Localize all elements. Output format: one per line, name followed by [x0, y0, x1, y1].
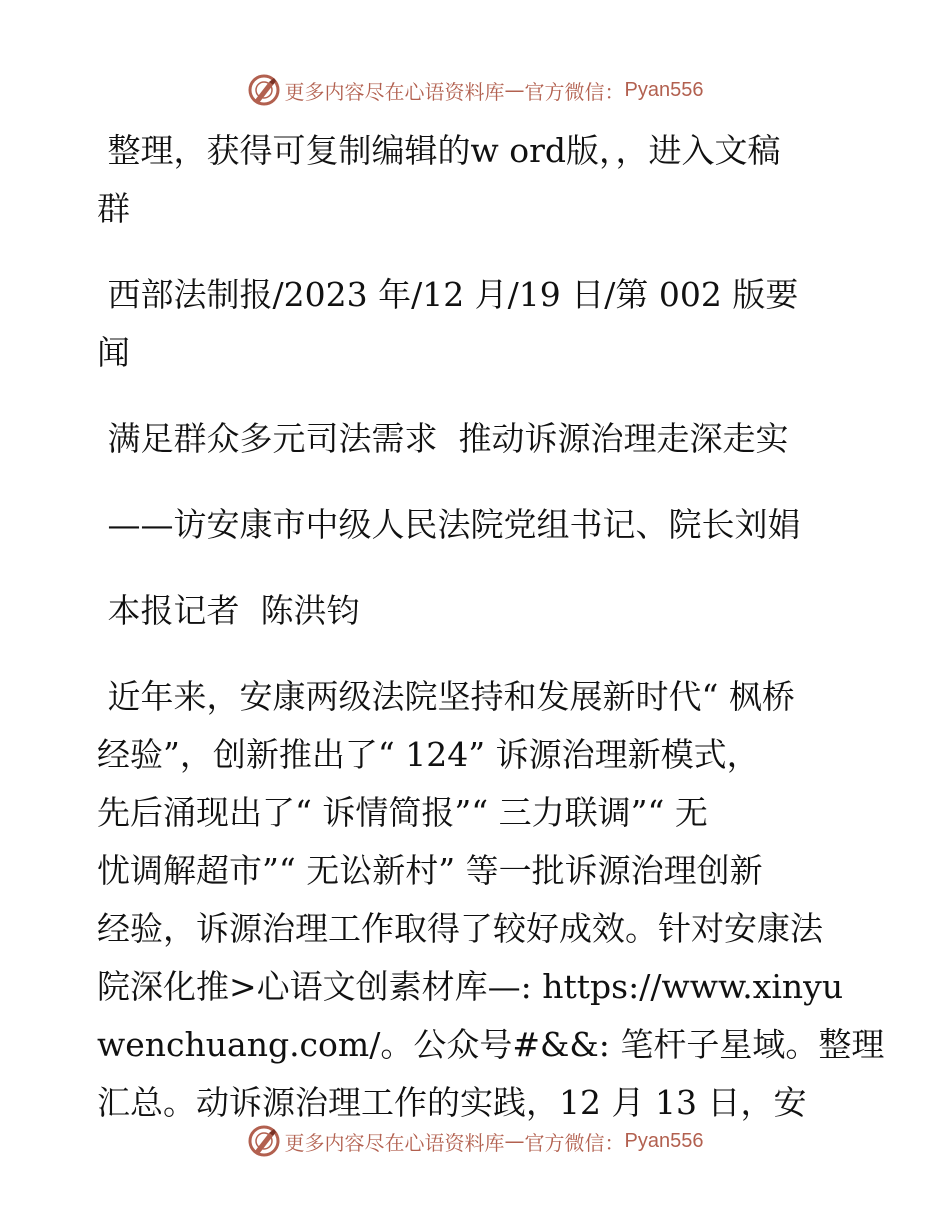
- paragraph: [97, 668, 885, 1132]
- text-line: 经验”，创新推出了“ 124” 诉源治理新模式，: [97, 735, 760, 774]
- text-line: 近年来，安康两级法院坚持和发展新时代“ 枫桥: [97, 677, 795, 716]
- text-line: 汇总。动诉源治理工作的实践，12 月 13 日，安: [97, 1083, 807, 1122]
- byline: [97, 582, 857, 640]
- text-line: 经验，诉源治理工作取得了较好成效。针对安康法: [97, 909, 823, 948]
- headline: [97, 410, 857, 468]
- text-line: wenchuang.com/。公众号#&&: 笔杆子星域。整理: [97, 1025, 885, 1064]
- watermark-text: 更多内容尽在心语资料库: [284, 79, 505, 104]
- watermark-separator: —: [504, 1129, 525, 1153]
- watermark-id: Pyan556: [624, 1129, 704, 1152]
- footer-watermark: [0, 1121, 950, 1161]
- text-line: ——访安康市中级人民法院党组书记、院长刘娟: [97, 505, 801, 544]
- text-line: 整理，获得可复制编辑的w ord版，，进入文稿: [97, 131, 781, 170]
- paragraph: [97, 266, 857, 382]
- watermark-separator: —: [504, 78, 525, 102]
- text-line: 满足群众多元司法需求 推动诉源治理走深走实: [97, 419, 789, 458]
- watermark-id: Pyan556: [624, 78, 704, 101]
- watermark-label: 官方微信：: [524, 1130, 625, 1155]
- text-line: 西部法制报/2023 年/12 月/19 日/第 002 版要: [97, 275, 799, 314]
- text-line: 先后涌现出了“ 诉情简报”“ 三力联调”“ 无: [97, 793, 708, 832]
- pen-circle-logo-icon: [247, 1124, 281, 1158]
- document-body: [97, 122, 885, 1132]
- text-line: 本报记者 陈洪钧: [97, 591, 360, 630]
- watermark-text: 更多内容尽在心语资料库: [284, 1130, 505, 1155]
- text-line: 忧调解超市”“ 无讼新村” 等一批诉源治理创新: [97, 851, 763, 890]
- subheadline: [97, 496, 857, 554]
- text-line: 群: [97, 189, 130, 228]
- pen-circle-logo-icon: [247, 73, 281, 107]
- watermark-label: 官方微信：: [524, 79, 625, 104]
- text-line: 闻: [97, 333, 130, 372]
- header-watermark: [0, 70, 950, 110]
- text-line: 院深化推>心语文创素材库—: https://www.xinyu: [97, 967, 844, 1006]
- paragraph: [97, 122, 857, 238]
